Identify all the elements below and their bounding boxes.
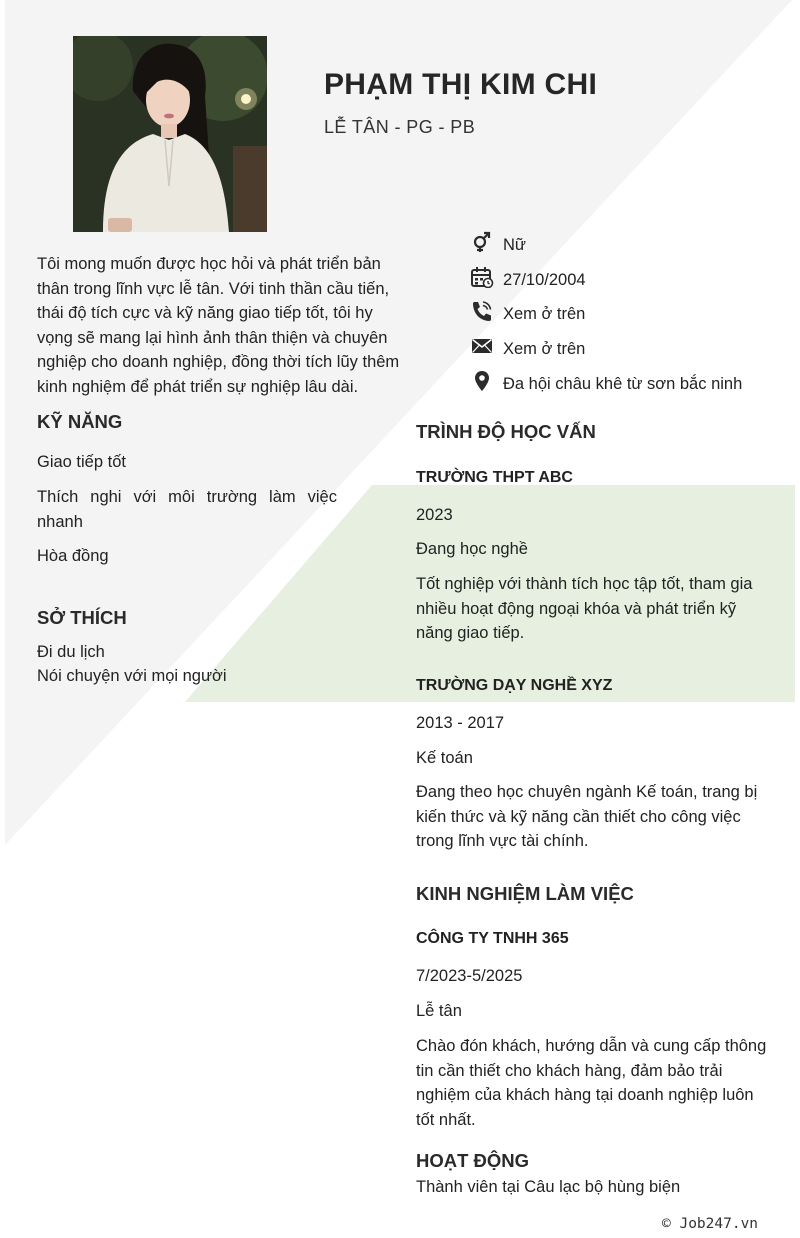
gender-icon — [470, 231, 494, 253]
phone-icon — [470, 300, 494, 322]
company-name: CÔNG TY TNHH 365 — [416, 930, 569, 947]
education-period: 2013 - 2017 — [416, 714, 505, 732]
skill-item: Giao tiếp tốt — [37, 453, 126, 471]
skills-title: KỸ NĂNG — [37, 411, 123, 432]
activities-title: HOẠT ĐỘNG — [416, 1150, 530, 1171]
education-description: Đang theo học chuyên ngành Kế toán, trang bị kiến thức và kỹ năng cần thiết cho công việc trong lĩnh vực tài chính. — [416, 783, 758, 850]
skill-item: Hòa đồng — [37, 547, 109, 565]
experience-period: 7/2023-5/2025 — [416, 967, 523, 985]
education-major: Kế toán — [416, 749, 473, 767]
skill-item: Thích nghi với môi trường làm việc nhanh — [37, 488, 337, 531]
candidate-name: PHẠM THỊ KIM CHI — [324, 68, 598, 101]
footer-copyright: © Job247.vn — [662, 1216, 759, 1232]
hobby-item: Nói chuyện với mọi người — [37, 667, 227, 685]
education-description: Tốt nghiệp với thành tích học tập tốt, tham gia nhiều hoạt động ngoại khóa và phát triển kỹ năng giao tiếp. — [416, 575, 753, 642]
candidate-role: LỄ TÂN - PG - PB — [324, 117, 476, 137]
phone-value: Xem ở trên — [503, 305, 586, 323]
email-value: Xem ở trên — [503, 340, 586, 358]
hobby-item: Đi du lịch — [37, 643, 105, 661]
activity-item: Thành viên tại Câu lạc bộ hùng biện — [416, 1178, 681, 1196]
education-period: 2023 — [416, 506, 453, 524]
gender-value: Nữ — [503, 236, 526, 254]
school-name: TRƯỜNG THPT ABC — [416, 469, 573, 486]
experience-description: Chào đón khách, hướng dẫn và cung cấp thông tin cần thiết cho khách hàng, đảm bảo trải nghiệm của khách hàng tại doanh nghiệp luôn tốt nhất. — [416, 1037, 767, 1129]
school-name: TRƯỜNG DẠY NGHỀ XYZ — [416, 677, 613, 694]
envelope-icon — [470, 335, 494, 357]
experience-position: Lễ tân — [416, 1002, 462, 1020]
experience-title: KINH NGHIỆM LÀM VIỆC — [416, 883, 634, 904]
birthday-value: 27/10/2004 — [503, 271, 586, 289]
profile-photo — [73, 36, 267, 232]
address-value: Đa hội châu khê từ sơn bắc ninh — [503, 375, 743, 393]
location-pin-icon — [470, 370, 494, 392]
career-objective: Tôi mong muốn được học hỏi và phát triển bản thân trong lĩnh vực lễ tân. Với tinh thần cầu tiến, thái độ tích cực và kỹ năng giao tiếp tốt, tôi hy vọng sẽ mang lại hình ảnh thân thiện và chuyên nghiệp cho doanh nghiệp, đồng thời tích lũy thêm kinh nghiệm để phát triển sự nghiệp lâu dài. — [37, 255, 400, 396]
calendar-icon — [470, 266, 494, 288]
hobbies-title: SỞ THÍCH — [37, 607, 127, 628]
education-title: TRÌNH ĐỘ HỌC VẤN — [416, 421, 596, 442]
education-major: Đang học nghề — [416, 540, 528, 558]
